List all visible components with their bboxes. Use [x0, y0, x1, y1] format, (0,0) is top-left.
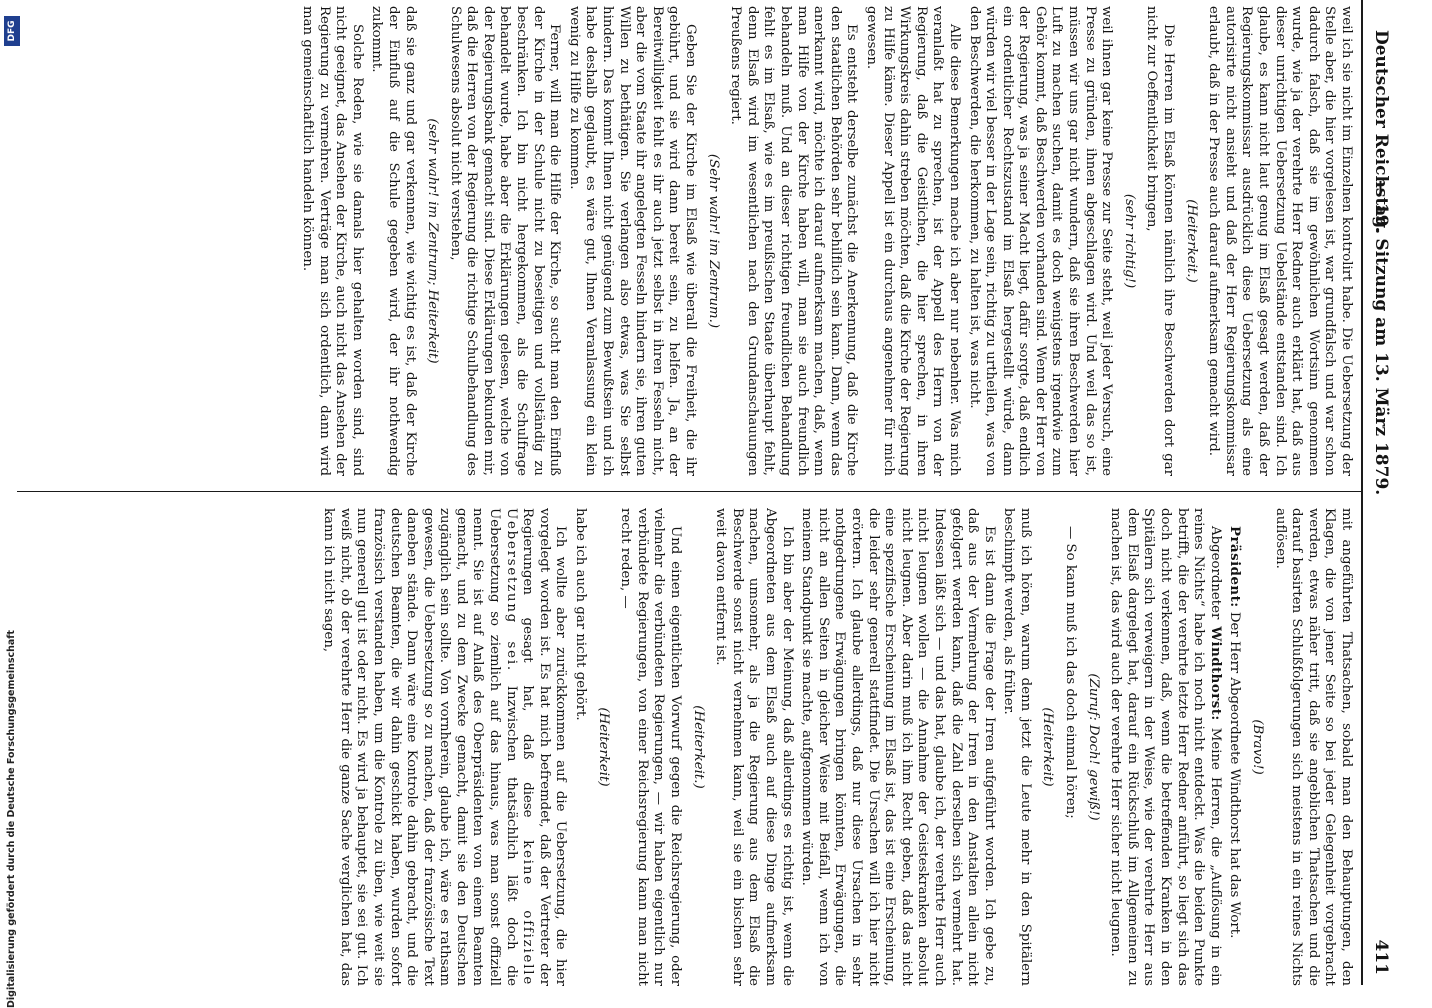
speaker-name: Windthorst: [1207, 626, 1223, 721]
paragraph: weil ich sie nicht im Einzelnen kontrolirt habe. Die Uebersetzung der Stelle aber, die hier vorgelesen ist, war grundfalsch und war schon dadurch falsch, daß sie im gewöhnlichen Wortsinn genommen wurde, wie ja der verehrte Herr Redner auch erklärt hat, daß aus dieser unrichtigen Uebersetzung Uebelstände entstanden sind. Ich glaube, es kann nicht laut genug im Elsaß gesagt werden, daß der Regierungskommissar ausdrücklich diese Uebersetzung als eine autorisirte nicht ansieht und daß der Herr Regierungskommissar erlaubt, daß in der Presse auch darauf aufmerksam gemacht wird. [1206, 6, 1354, 476]
interjection: (sehr richtig!) [1121, 193, 1137, 289]
interjection: (sehr wahr! im Zentrum; Heiterkeit) [425, 118, 441, 364]
paragraph: muß ich hören, warum denn jetzt die Leute mehr in den Spitälern beschimpft werden, als früher. [1001, 508, 1033, 986]
emphasis: keine offizielle Uebersetzung sei [503, 508, 536, 986]
interjection: (Heiterkeit) [595, 707, 611, 787]
header-title: Deutscher Reichstag. [1371, 30, 1391, 235]
paragraph: Solche Reden, wie sie damals hier gehalten worden sind, sind nicht geeignet, das Ansehen der Kirche, auch nicht das Ansehen der Regierung zu vermehren. Verträge man sich ordentlich, dann wird man gemeinschaftlich handeln können. [299, 6, 365, 476]
speaker-name: Präsident: [1227, 526, 1243, 608]
paragraph: habe ich auch gar nicht gehört. [573, 508, 589, 721]
page-header [1361, 0, 1397, 985]
interjection: (Heiterkeit) [1040, 707, 1056, 787]
text-column-left [29, 6, 1354, 476]
paragraph: Ich wollte aber zurückkommen auf die Uebersetzung, die hier vorgelegt worden ist. Es hat mich befremdet, daß der Vertreter der Regierungen gesagt hat, daß diese keine offizielle Uebersetzung sei. Inzwischen thatsächlich läßt doch die Uebersetzung so ziemlich auf das hinaus, was man sonst offiziell nennt. Sie ist auf Anlaß des Oberpräsidenten von einem Beamten gemacht, und zu dem Zwecke gemacht, damit sie den Deutschen zugänglich sein sollte. Von vornherein, glaube ich, wäre es rathsam gewesen, die Uebersetzung so zu machen, daß der französische Text daneben stände. Dann wäre eine Kontrole dahin gebracht, und die deutschen Beamten, die wir dahin geschickt haben, wurden sofort französisch verstanden haben, um die Kontrole zu üben, wie weit sie nun generell gut ist oder nicht. Es wird ja behauptet, sie sei gut. Ich weiß nicht, ob der verehrte Herr die ganze Sache verglichen hat, das kann ich nicht sagen, [321, 508, 569, 986]
paragraph: Ferner, will man die Hilfe der Kirche, so sucht man den Einfluß der Kirche in der Schule nicht zu beseitigen und vollständig zu beschränken. Ich bin nicht hergekommen, als die Schulfrage behandelt wurde, habe aber die Erklärungen gelesen, welche von der Regierungsbank gemacht sind. Diese Erklärungen bekunden mir, daß die Herren von der Regierung die richtige Schulbehandlung des Schulwesens absolut nicht verstehen, [447, 6, 563, 476]
interjection: (Zuruf: Doch! gewiß!) [1085, 673, 1101, 821]
text-column-right [29, 508, 1354, 986]
paragraph: Ich bin aber der Meinung, daß allerdings es richtig ist, wenn die Abgeordneten aus dem Elsaß auch auf diese Dinge aufmerksam machen, umsomehr, als ja die Regierung aus dem Elsaß die Beschwerde sonst nicht vernehmen kann, weil sie ein bischen sehr weit davon entfernt ist. [713, 508, 795, 986]
paragraph: Präsident: Der Herr Abgeordnete Windthorst hat das Wort. [1227, 526, 1243, 939]
interjection: (Sehr wahr! im Zentrum.) [705, 153, 721, 329]
paragraph: weil ihnen gar keine Presse zur Seite steht, weil jeder Versuch, eine Presse zu gründen, ihnen abgeschlagen wird. Und weil das so ist, müssen wir uns gar nicht wundern, daß sie ihren Beschwerden hier Luft zu machen suchen, damit es doch wenigstens irgendwie zum Gehör kommt, daß Beschwerden vorhanden sind. Wenn der Herr von der Regierung, was ja seiner Macht liegt, dafür sorgte, daß endlich ein ordentlicher Rechtszustand im Elsaß hergestellt würde, dann würden wir viel besser in der Lage sein, richtig zu urtheilen, was von den Beschwerden, die herkommen, zu halten ist, was nicht. [966, 6, 1115, 476]
interjection: (Bravo!) [1250, 719, 1266, 775]
paragraph: Abgeordneter Windthorst: Meine Herren, die „Auflösung in ein reines Nichts“ habe ich noch nicht entdeckt. Was die beiden Punkte betrifft, die der verehrte letzte Herr Redner anführt, so liegt sich das doch nicht verkennen, daß, wenn die betreffenden Kranken in den Spitälern sich verweigern in der Weise, wie der verehrte Herr aus dem Elsaß dargelegt hat, darauf ein Rückschluß im Allgemeinen zu machen ist, das wird auch der verehrte Herr sicher nicht leugnen. [1108, 508, 1223, 986]
digitization-credit [1, 16, 23, 1008]
interjection: (Heiterkeit.) [1183, 199, 1199, 283]
paragraph: Es entsteht derselbe zunächst die Anerkennung, daß die Kirche den staatlichen Behörden sehr behilflich sein kann. Dann, wenn das anerkannt wird, möchte ich darauf aufmerksam machen, daß, wenn man Hilfe von der Kirche haben will, man sie auch freundlich behandeln muß. Und an dieser richtigen freundlichen Behandlung fehlt es im Elsaß, wie es im preußischen Staate überhaupt fehlt, denn Elsaß wird im wesentlichen nach den Grundanschauungen Preußens regiert. [728, 6, 860, 476]
paragraph: Geben Sie der Kirche im Elsaß wie überall die Freiheit, die ihr gebührt, und sie wird dann bereit sein, zu helfen. Ja, an der Bereitwilligkeit fehlt es ihr auch jetzt selbst in ihren Fesseln nicht, aber die vom Staate ihr angelegten Fesseln hindern sie, ihren guten Willen zu bethätigen. Sie verlangen also etwas, was Sie selbst hindern. Das kommt Ihnen nicht genügend zum Bewußtsein und ich habe deshalb geglaubt, es wäre gut, Ihnen Veranlassung ein klein wenig zu Hilfe zu kommen. [566, 6, 699, 476]
paragraph: — So kann muß ich das doch einmal hören; [1063, 526, 1079, 819]
paragraph: Alle diese Bemerkungen mache ich aber nur nebenher. Was mich veranlaßt hat zu sprechen, ist der Appell des Herrn von der Regierung, daß die Geistlichen, die hier sprechen, in ihren Wirkungskreis dahin streben möchten, daß die Kirche der Regierung zu Hilfe käme. Dieser Appell ist ein durchaus angenehmer für mich gewesen. [863, 6, 962, 476]
interjection: (Heiterkeit.) [690, 705, 706, 789]
paragraph: daß sie ganz und gar verkennen, wie wichtig es ist, daß der Kirche der Einfluß auf die Schule gegeben wird, der ihr nothwendig zukommt. [369, 6, 418, 476]
header-session: — 19. Sitzung am 13. März 1879. [1371, 180, 1391, 496]
credit-text: Digitalisierung gefördert durch die Deutsche Forschungsgemeinschaft [6, 630, 17, 1008]
paragraph: Die Herren im Elsaß können nämlich ihre Beschwerden dort gar nicht zur Oeffentlichkeit bringen, [1144, 6, 1177, 476]
dfg-logo: DFG [4, 16, 20, 46]
paragraph: mit angeführten Thatsachen, sobald man den Behauptungen, den Klagen, die von jener Seite so bei jeder Gelegenheit vorgebracht werden, etwas näher tritt, daß sie angeblichen Thatsachen und die darauf basirten Schlußfolgerungen sich meistens in ein reines Nichts auflösen. [1272, 508, 1354, 986]
page-number: 411 [1371, 939, 1391, 975]
column-divider [17, 491, 1362, 492]
paragraph: Und einen eigentlichen Vorwurf gegen die Reichsregierung, oder vielmehr die verbündeten Regierungen, — wir haben eigentlich nur verbündete Regierungen, von einer Reichsregierung kann man nicht recht reden, — [618, 508, 684, 986]
paragraph: Es ist dann die Frage der Irren aufgeführt worden. Ich gebe zu, daß aus der Vermehrung der Irren in den Anstalten allein nicht gefolgert werden kann, daß die Zahl derselben sich vermehrt hat. Indessen läßt sich — und das hat, glaube ich, der verehrte Herr auch nicht leugnen wollen — die Annahme der Geisteskranken absolut nicht leugnen. Aber darin muß ich ihm Recht geben, daß das nicht eine spezifische Erscheinung im Elsaß ist, das ist eine Erscheinung, die leider sehr generell stattfindet. Die Ursachen will ich hier nicht erörtern. Ich glaube allerdings, daß nur diese Ursachen in sehr nothgedrungene Erwägungen bringen könnten, Erwägungen, die nicht an allen Seiten in gleicher Weise mit Beifall, wenn ich von meinem Standpunkt sie machte, aufgenommen würden. [799, 508, 997, 986]
